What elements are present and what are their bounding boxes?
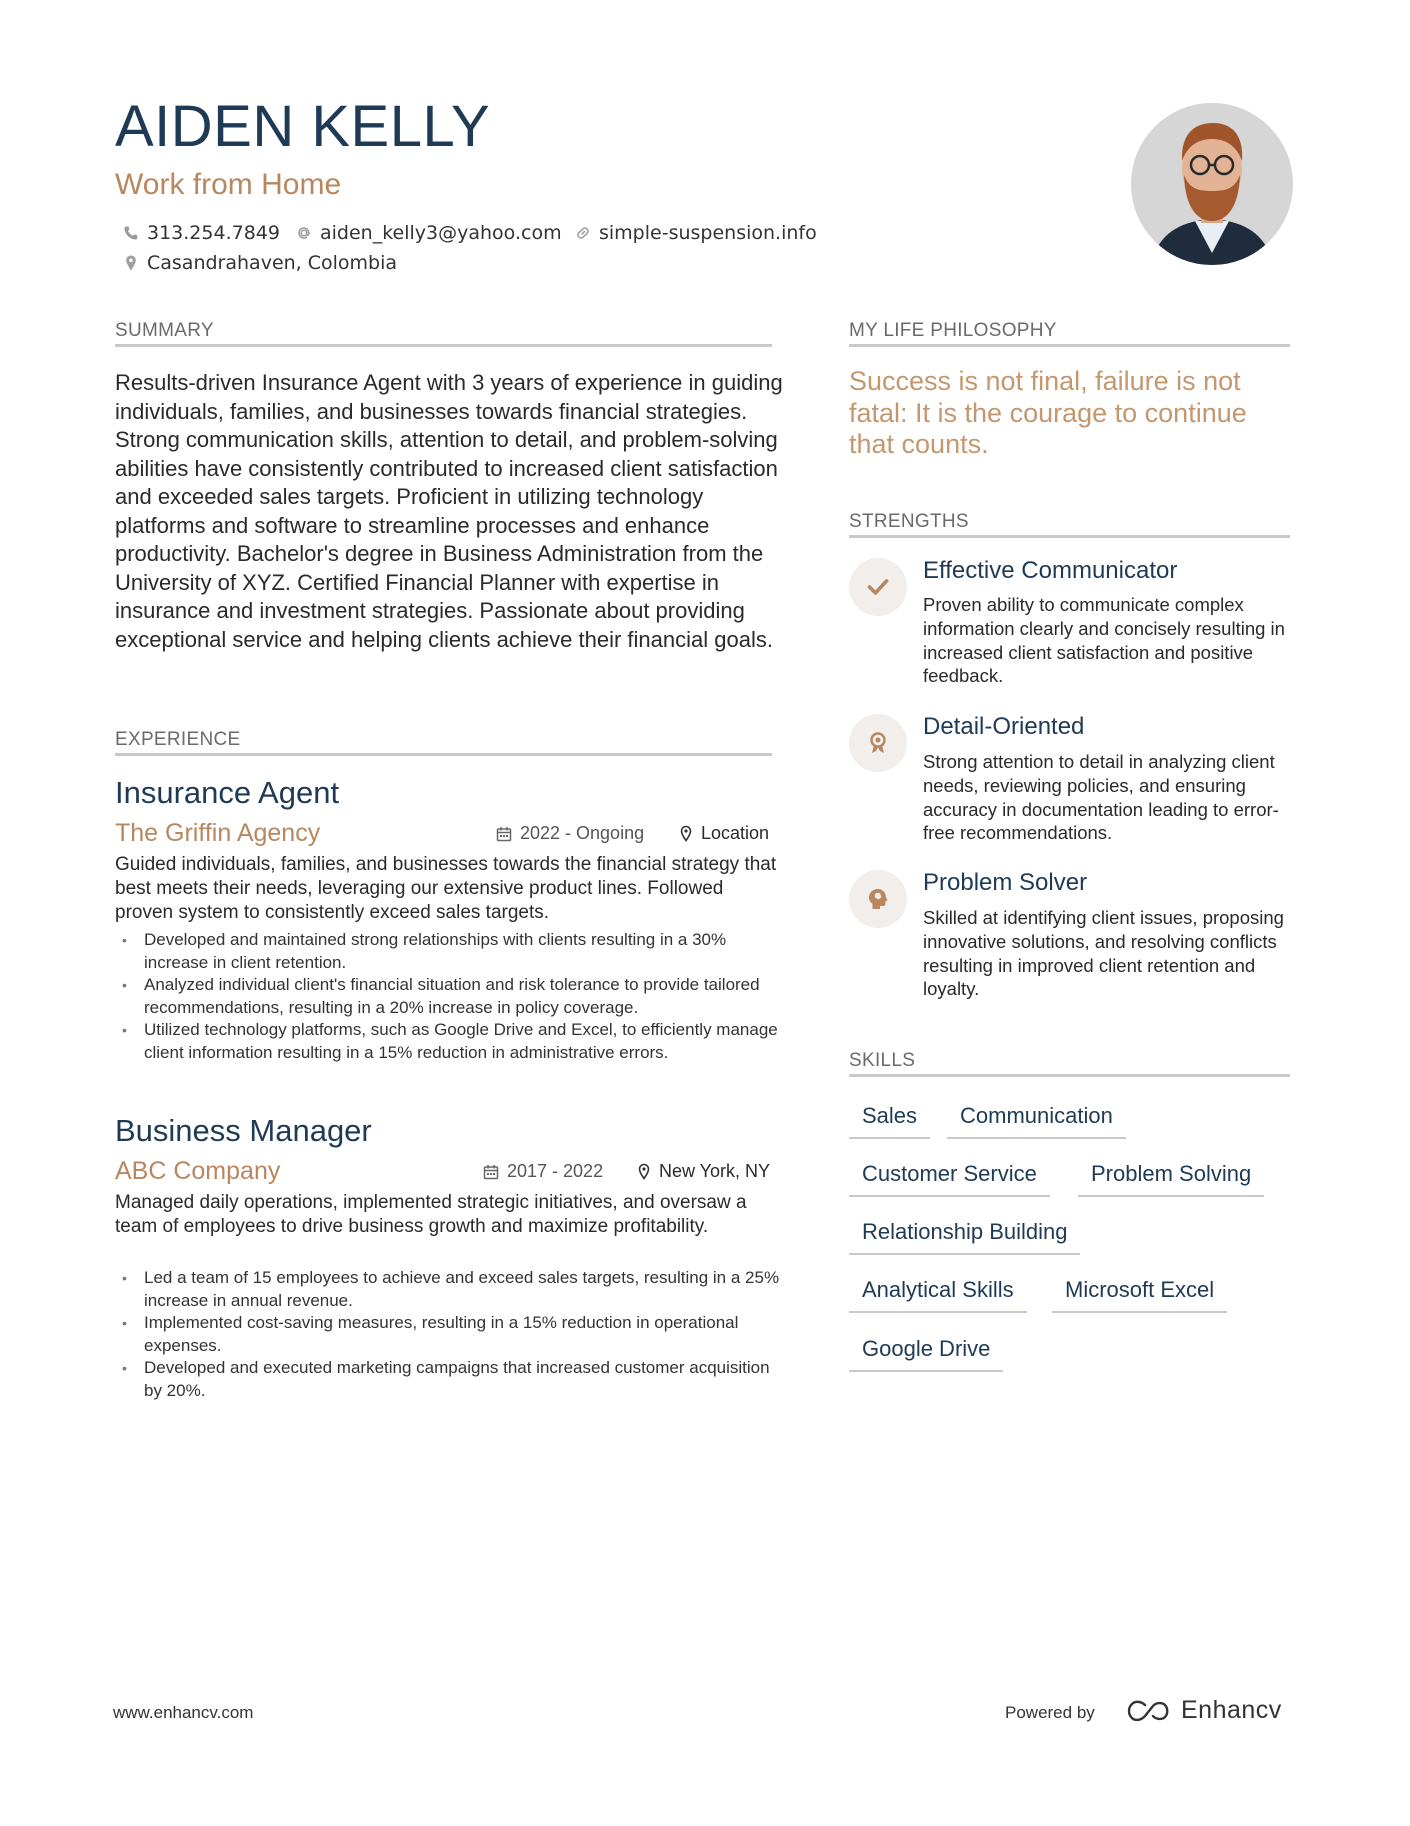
phone-text: 313.254.7849 xyxy=(147,222,280,244)
skill-tag: Problem Solving xyxy=(1078,1161,1264,1197)
experience-divider xyxy=(115,753,772,756)
job-bullet: • Led a team of 15 employees to achieve and exceed sales targets, resulting in a 25% increase in annual revenue. xyxy=(115,1267,785,1312)
strengths-divider xyxy=(849,535,1290,538)
summary-divider xyxy=(115,344,772,347)
job-company: The Griffin Agency xyxy=(115,819,321,847)
experience-heading: EXPERIENCE xyxy=(115,729,241,750)
award-ribbon-icon xyxy=(868,731,888,755)
contact-location xyxy=(123,252,397,274)
strength-title: Detail-Oriented xyxy=(923,713,1085,740)
link-icon xyxy=(575,225,591,241)
job-location xyxy=(679,823,769,844)
job-title: Business Manager xyxy=(115,1113,372,1148)
skills-heading: SKILLS xyxy=(849,1050,916,1071)
contact-email[interactable] xyxy=(296,222,562,244)
skill-tag: Google Drive xyxy=(849,1336,1003,1372)
brain-head-icon xyxy=(867,887,889,911)
strength-icon-wrap xyxy=(849,558,907,616)
job-bullets xyxy=(115,929,785,1064)
strengths-heading: STRENGTHS xyxy=(849,511,969,532)
summary-heading: SUMMARY xyxy=(115,320,214,341)
job-bullet: • Developed and executed marketing campaigns that increased customer acquisition by 20%. xyxy=(115,1357,785,1402)
footer-url[interactable]: www.enhancv.com xyxy=(113,1703,254,1722)
job-bullet: • Utilized technology platforms, such as Google Drive and Excel, to efficiently manage client information resulting in a 15% reduction in administrative errors. xyxy=(115,1019,785,1064)
job-bullet: • Implemented cost-saving measures, resulting in a 15% reduction in operational expenses. xyxy=(115,1312,785,1357)
at-sign-icon xyxy=(296,225,312,241)
job-location xyxy=(637,1161,770,1182)
summary-text: Results-driven Insurance Agent with 3 years of experience in guiding individuals, families, and businesses towards financial strategies. Strong communication skills, attention to detail, and problem-solving abilities have consistently contributed to increased client satisfaction and exceeded sales targets. Proficient in utilizing technology platforms and software to streamline processes and enhance productivity. Bachelor's degree in Business Administration from the University of XYZ. Certified Financial Planner with expertise in insurance and investment strategies. Passionate about providing exceptional service and helping clients achieve their financial goals. xyxy=(115,370,783,652)
job-dates-text: 2022 - Ongoing xyxy=(520,823,645,843)
profile-photo xyxy=(1131,103,1293,265)
map-pin-icon xyxy=(637,1163,651,1180)
location-text: Casandrahaven, Colombia xyxy=(147,252,398,274)
philosophy-quote: Success is not final, failure is not fatal: It is the courage to continue that counts. xyxy=(849,366,1247,459)
strength-title: Effective Communicator xyxy=(923,557,1178,584)
job-dates xyxy=(483,1161,603,1182)
skill-tag: Customer Service xyxy=(849,1161,1050,1197)
strength-title: Problem Solver xyxy=(923,869,1088,896)
candidate-title: Work from Home xyxy=(115,168,342,201)
map-pin-icon xyxy=(679,825,693,842)
skill-tag: Relationship Building xyxy=(849,1219,1080,1255)
website-text: simple-suspension.info xyxy=(599,222,817,244)
skills-divider xyxy=(849,1074,1290,1077)
contact-website[interactable] xyxy=(575,222,817,244)
job-bullet: • Developed and maintained strong relationships with clients resulting in a 30% increase in client retention. xyxy=(115,929,785,974)
job-location-text: Location xyxy=(701,823,770,843)
candidate-name: AIDEN KELLY xyxy=(115,94,491,159)
enhancv-logo-icon xyxy=(1125,1699,1171,1723)
skill-tag: Microsoft Excel xyxy=(1052,1277,1227,1313)
strength-description: Strong attention to detail in analyzing client needs, reviewing policies, and ensuring accuracy in documentation leading to error-free recommendations. xyxy=(923,751,1279,844)
skill-tag: Sales xyxy=(849,1103,930,1139)
job-company: ABC Company xyxy=(115,1157,281,1185)
powered-by-label: Powered by xyxy=(1005,1703,1095,1722)
phone-icon xyxy=(123,225,139,241)
email-text: aiden_kelly3@yahoo.com xyxy=(320,222,562,244)
calendar-icon xyxy=(483,1164,499,1180)
skill-tag: Analytical Skills xyxy=(849,1277,1027,1313)
strength-icon-wrap xyxy=(849,870,907,928)
philosophy-divider xyxy=(849,344,1290,347)
job-title: Insurance Agent xyxy=(115,775,340,810)
job-dates-text: 2017 - 2022 xyxy=(507,1161,604,1181)
job-location-text: New York, NY xyxy=(659,1161,771,1181)
strength-icon-wrap xyxy=(849,714,907,772)
job-description: Guided individuals, families, and businesses towards the financial strategy that best meets their needs, leveraging our extensive product lines. Followed proven system to consistently exceed sales targets. xyxy=(115,854,777,923)
job-bullets xyxy=(115,1267,785,1402)
strength-description: Skilled at identifying client issues, proposing innovative solutions, and resolving conflicts resulting in improved client retention and loyalty. xyxy=(923,907,1284,1000)
map-pin-icon xyxy=(123,254,139,272)
contact-phone[interactable] xyxy=(123,222,280,244)
checkmark-icon xyxy=(867,578,889,596)
skill-tag: Communication xyxy=(947,1103,1126,1139)
philosophy-heading: MY LIFE PHILOSOPHY xyxy=(849,320,1057,341)
strength-description: Proven ability to communicate complex information clearly and concisely resulting in increased client satisfaction and positive feedback. xyxy=(923,594,1285,687)
enhancv-brand-text: Enhancv xyxy=(1181,1696,1282,1724)
enhancv-brand[interactable] xyxy=(1125,1696,1282,1725)
job-description: Managed daily operations, implemented strategic initiatives, and oversaw a team of employees to drive business growth and maximize profitability. xyxy=(115,1192,747,1237)
job-dates xyxy=(496,823,644,844)
portrait-image xyxy=(1131,103,1293,265)
job-bullet: • Analyzed individual client's financial situation and risk tolerance to provide tailored recommendations, resulting in a 20% increase in policy coverage. xyxy=(115,974,785,1019)
calendar-icon xyxy=(496,826,512,842)
